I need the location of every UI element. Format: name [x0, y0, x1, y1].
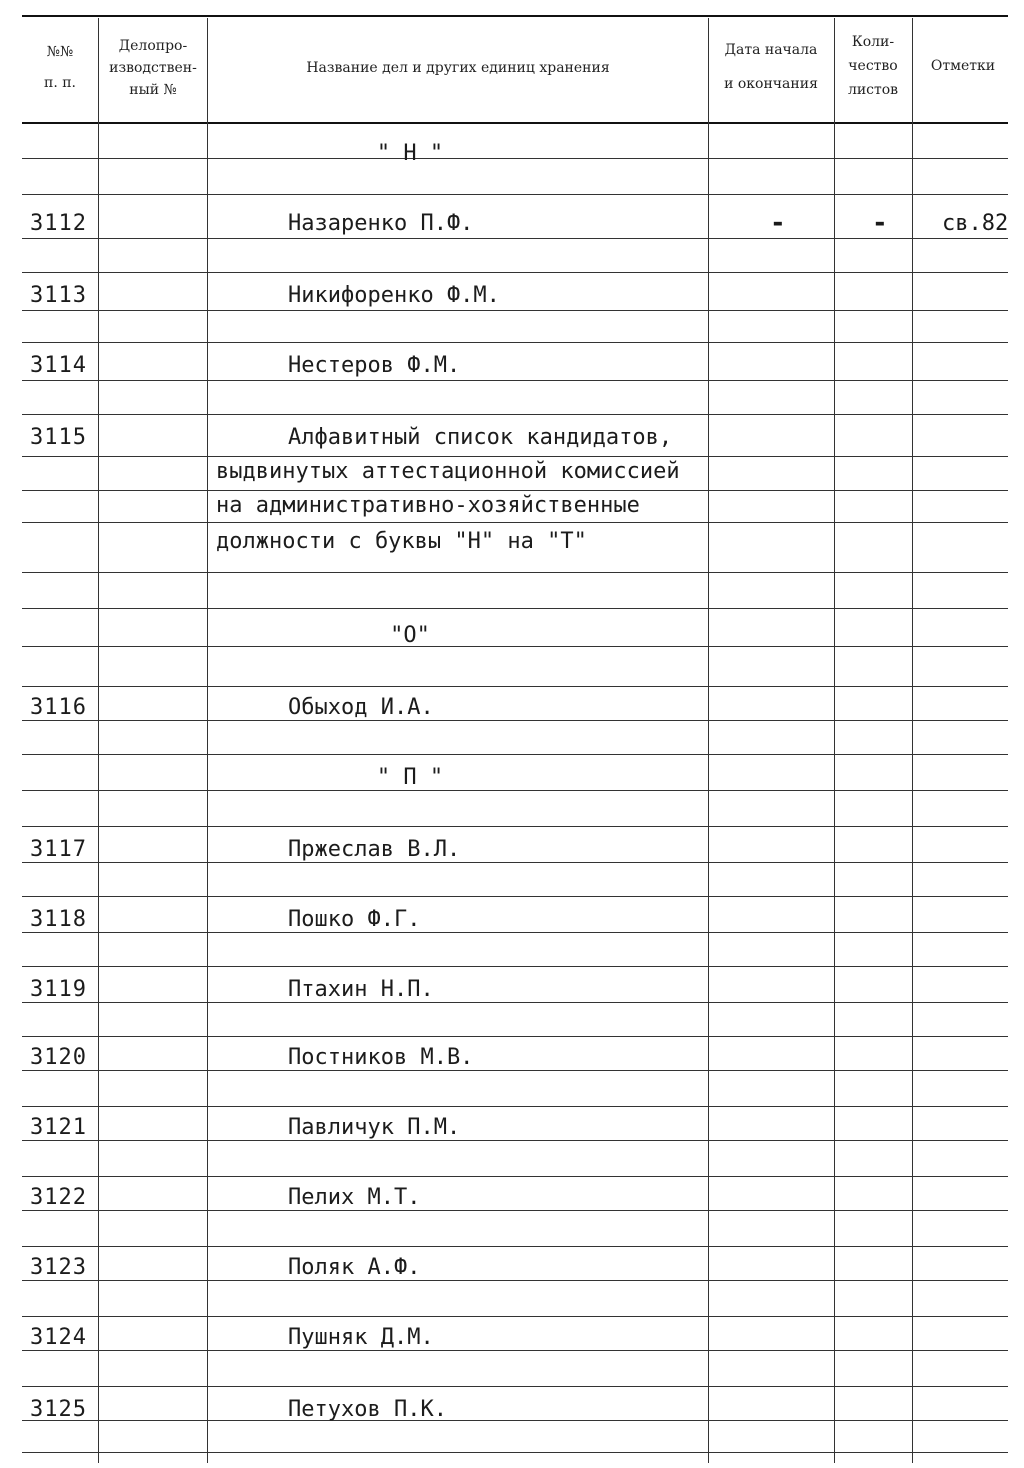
row-rule	[22, 754, 1008, 755]
row-rule	[22, 1350, 1008, 1351]
row-number: 3116	[30, 695, 87, 720]
row-title: Постников М.В.	[288, 1045, 474, 1070]
row-title-line: на административно-хозяйственные	[216, 493, 640, 518]
row-rule	[22, 272, 1008, 273]
row-number: 3119	[30, 977, 87, 1002]
row-rule	[22, 1070, 1008, 1071]
header-number	[24, 44, 96, 92]
row-title-line: выдвинутых аттестационной комиссией	[216, 459, 680, 484]
row-title: Никифоренко Ф.М.	[288, 283, 500, 308]
header-dates-line2: и окончания	[724, 76, 818, 92]
row-rule	[22, 966, 1008, 967]
row-rule	[22, 310, 1008, 311]
row-rule	[22, 1140, 1008, 1141]
row-title: Нестеров Ф.М.	[288, 353, 461, 378]
row-title: Пелих М.Т.	[288, 1185, 421, 1210]
section-heading-n: " Н "	[376, 141, 444, 166]
table-top-rule	[22, 15, 1008, 17]
row-title: Назаренко П.Ф.	[288, 211, 474, 236]
row-number: 3118	[30, 907, 87, 932]
row-rule	[22, 1176, 1008, 1177]
row-rule	[22, 790, 1008, 791]
row-rule	[22, 414, 1008, 415]
row-rule	[22, 1316, 1008, 1317]
row-rule	[22, 1280, 1008, 1281]
row-rule	[22, 572, 1008, 573]
row-number: 3120	[30, 1045, 87, 1070]
row-rule	[22, 238, 1008, 239]
header-sheets	[836, 34, 910, 99]
header-number-line1: №№	[46, 44, 74, 60]
row-rule	[22, 522, 1008, 523]
row-rule	[22, 896, 1008, 897]
row-title-line: Алфавитный список кандидатов,	[288, 425, 673, 450]
header-number-line2: п. п.	[43, 75, 76, 91]
row-number: 3123	[30, 1255, 87, 1280]
row-rule	[22, 826, 1008, 827]
row-rule	[22, 456, 1008, 457]
row-rule	[22, 1246, 1008, 1247]
header-sheets-line2: чество	[848, 58, 898, 74]
row-title: Павличук П.М.	[288, 1115, 461, 1140]
row-dates: -	[770, 208, 786, 238]
row-number: 3113	[30, 283, 87, 308]
row-title: Пушняк Д.М.	[288, 1325, 434, 1350]
row-rule	[22, 1106, 1008, 1107]
row-rule	[22, 862, 1008, 863]
row-sheets: -	[872, 208, 888, 238]
row-number: 3115	[30, 425, 87, 450]
row-number: 3112	[30, 211, 87, 236]
header-office-number	[100, 38, 206, 99]
section-heading-o: "О"	[390, 623, 430, 648]
row-rule	[22, 194, 1008, 195]
header-office-line1: Делопро-	[118, 38, 188, 54]
row-number: 3117	[30, 837, 87, 862]
row-rule	[22, 1452, 1008, 1453]
header-sheets-line1: Коли-	[851, 34, 895, 50]
row-number: 3122	[30, 1185, 87, 1210]
header-notes: Отметки	[930, 58, 996, 74]
row-title: Пржеслав В.Л.	[288, 837, 461, 862]
row-rule	[22, 608, 1008, 609]
header-office-line3: ный №	[129, 82, 177, 98]
row-rule	[22, 1420, 1008, 1421]
row-rule	[22, 1002, 1008, 1003]
header-dates-line1: Дата начала	[724, 42, 818, 58]
row-rule	[22, 932, 1008, 933]
row-title: Поляк А.Ф.	[288, 1255, 421, 1280]
section-heading-p: " П "	[376, 765, 444, 790]
row-rule	[22, 380, 1008, 381]
header-office-line2: изводствен-	[109, 60, 197, 76]
row-title: Петухов П.К.	[288, 1397, 447, 1422]
row-rule	[22, 1386, 1008, 1387]
row-title: Пошко Ф.Г.	[288, 907, 421, 932]
row-title: Обыход И.А.	[288, 695, 434, 720]
header-sheets-line3: листов	[847, 82, 899, 98]
row-number: 3114	[30, 353, 87, 378]
row-title: Птахин Н.П.	[288, 977, 434, 1002]
header-title: Название дел и других единиц хранения	[306, 60, 610, 76]
row-notes: св.82	[942, 211, 1009, 236]
row-rule	[22, 342, 1008, 343]
row-title-line: должности с буквы "Н" на "Т"	[216, 529, 587, 554]
row-rule	[22, 686, 1008, 687]
row-number: 3125	[30, 1397, 87, 1422]
row-rule	[22, 490, 1008, 491]
header-bottom-rule	[22, 122, 1008, 124]
row-rule	[22, 720, 1008, 721]
row-rule	[22, 1036, 1008, 1037]
row-number: 3121	[30, 1115, 87, 1140]
row-number: 3124	[30, 1325, 87, 1350]
header-dates	[710, 42, 832, 93]
row-rule	[22, 1210, 1008, 1211]
